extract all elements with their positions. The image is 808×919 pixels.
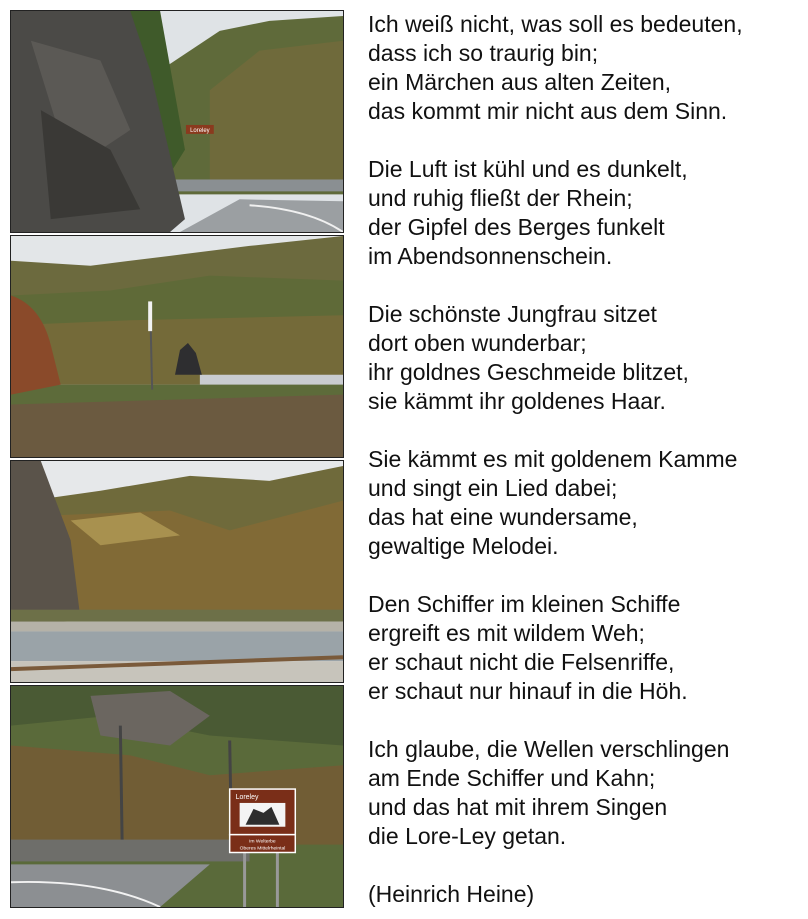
poem-line: er schaut nicht die Felsenriffe, [368,649,675,675]
photo-loreley-statue [10,235,344,458]
poem [368,10,798,909]
photo-rhine-river [10,460,344,683]
poem-author: (Heinrich Heine) [368,881,535,907]
svg-text:Loreley: Loreley [190,127,210,134]
rock-road-scene [11,11,343,232]
river-scene [11,461,343,682]
stanza-2 [368,155,798,271]
stanza-3 [368,300,798,416]
poem-line: und singt ein Lied dabei; [368,475,618,501]
svg-text:Loreley: Loreley [235,793,259,801]
poem-line: ihr goldnes Geschmeide blitzet, [368,359,689,385]
poem-line: Sie kämmt es mit goldenem Kamme [368,446,738,472]
poem-line: dass ich so traurig bin; [368,40,599,66]
sign-scene [11,686,343,907]
stanza-5 [368,590,798,706]
poem-line: das hat eine wundersame, [368,504,638,530]
poem-line: am Ende Schiffer und Kahn; [368,765,656,791]
photo-rock-road [10,10,344,233]
poem-line: Ich weiß nicht, was soll es bedeuten, [368,11,743,37]
poem-line: im Abendsonnenschein. [368,243,613,269]
photo-loreley-sign [10,685,344,908]
poem-line: dort oben wunderbar; [368,330,587,356]
poem-line: sie kämmt ihr goldenes Haar. [368,388,666,414]
poem-line: ergreift es mit wildem Weh; [368,620,645,646]
poem-line: die Lore-Ley getan. [368,823,567,849]
poem-line: und das hat mit ihrem Singen [368,794,668,820]
poem-line: und ruhig fließt der Rhein; [368,185,633,211]
poem-line: Den Schiffer im kleinen Schiffe [368,591,681,617]
stanza-6 [368,735,798,851]
stanza-4 [368,445,798,561]
poem-line: ein Märchen aus alten Zeiten, [368,69,672,95]
poem-line: gewaltige Melodei. [368,533,559,559]
svg-text:Oberes Mittelrheintal: Oberes Mittelrheintal [239,846,286,852]
svg-text:im Welterbe: im Welterbe [249,839,276,845]
poem-line: er schaut nur hinauf in die Höh. [368,678,688,704]
poem-line: das kommt mir nicht aus dem Sinn. [368,98,728,124]
statue-scene [11,236,343,457]
poem-line: Ich glaube, die Wellen verschlingen [368,736,730,762]
loreley-heritage-sign [230,789,296,852]
poem-line: Die schönste Jungfrau sitzet [368,301,657,327]
poem-line: Die Luft ist kühl und es dunkelt, [368,156,688,182]
stanza-1 [368,10,798,126]
poem-line: der Gipfel des Berges funkelt [368,214,665,240]
